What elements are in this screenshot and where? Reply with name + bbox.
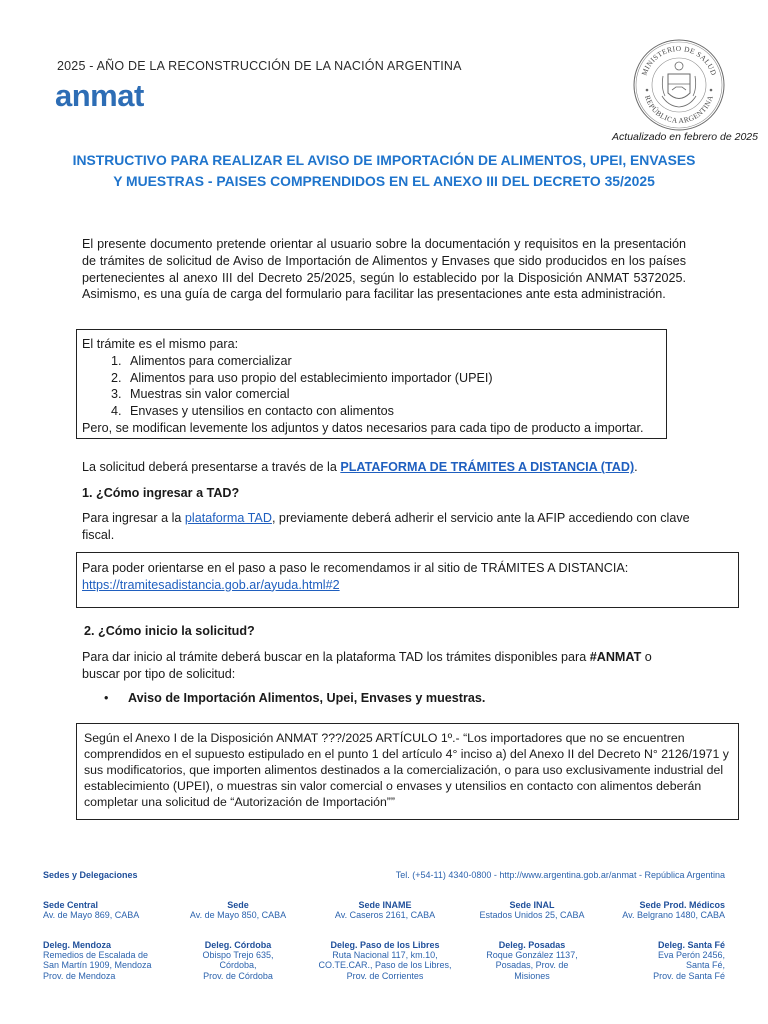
office-name: Sede (227, 900, 249, 910)
office-address: Roque González 1137, (486, 950, 578, 961)
tad-platform-link[interactable]: PLATAFORMA DE TRÁMITES A DISTANCIA (TAD) (340, 460, 635, 474)
box1-closing: Pero, se modifican levemente los adjuntos y datos necesarios para cada tipo de producto a importar. (82, 420, 644, 435)
list-item: 2. Alimentos para uso propio del establecimiento importador (UPEI) (125, 370, 661, 387)
office-address: Prov. de Santa Fé (653, 970, 725, 981)
footer-office (595, 900, 725, 920)
footer-row-1 (0, 900, 768, 940)
section-2-before: Para dar inicio al trámite deberá buscar en la plataforma TAD los trámites disponibles para (82, 650, 590, 664)
list-item: 3. Muestras sin valor comercial (125, 386, 661, 403)
ministry-seal-icon (632, 38, 726, 132)
office-address: Prov. de Corrientes (346, 970, 424, 981)
office-name: Sede Central (43, 900, 99, 910)
document-title: INSTRUCTIVO PARA REALIZAR EL AVISO DE IMPORTACIÓN DE ALIMENTOS, UPEI, ENVASES Y MUESTRAS - PAISES COMPRENDIDOS EN EL ANEXO III DEL DECRETO 35/2025 (72, 152, 696, 189)
office-name: Sede INAL (509, 900, 555, 910)
submit-instruction (82, 459, 638, 476)
footer-office (173, 940, 303, 981)
list-item: 4. Envases y utensilios en contacto con alimentos (125, 403, 661, 420)
box1-lead: El trámite es el mismo para: (82, 337, 239, 351)
footer-office (312, 940, 458, 981)
office-address: Av. de Mayo 850, CABA (189, 910, 287, 921)
tramite-types-box (76, 329, 667, 439)
office-name: Deleg. Paso de los Libres (330, 940, 440, 950)
submit-text-after: . (634, 460, 638, 474)
footer-office (43, 900, 173, 920)
help-box (76, 552, 739, 608)
office-name: Deleg. Mendoza (43, 940, 112, 950)
office-name: Deleg. Santa Fé (657, 940, 725, 950)
footer-office (320, 900, 450, 920)
footer-row-2 (0, 940, 768, 990)
office-address: Eva Perón 2456, (657, 950, 725, 961)
office-name: Sede Prod. Médicos (639, 900, 725, 910)
updated-date: Actualizado en febrero de 2025 (612, 131, 758, 143)
footer-sedes-title: Sedes y Delegaciones (43, 870, 138, 880)
section-1-paragraph (82, 510, 692, 544)
footer-office (467, 940, 597, 981)
office-address: Av. Belgrano 1480, CABA (622, 910, 725, 921)
office-address: CO.TE.CAR., Paso de los Libres, (318, 960, 452, 971)
office-name: Deleg. Córdoba (204, 940, 272, 950)
tramite-types-list (82, 353, 661, 420)
seal-top-text: MINISTERIO DE SALUD (639, 43, 719, 77)
office-address: Misiones (514, 970, 550, 981)
office-address: Estados Unidos 25, CABA (479, 910, 585, 921)
footer-office (173, 900, 303, 920)
article-quote-box (76, 723, 739, 820)
office-address: Santa Fé, (685, 960, 725, 971)
section-2-paragraph (82, 649, 692, 683)
office-address: Posadas, Prov. de (495, 960, 569, 971)
list-item: 1. Alimentos para comercializar (125, 353, 661, 370)
office-address: Av. Caseros 2161, CABA (334, 910, 436, 921)
office-address: Remedios de Escalada de (43, 950, 149, 961)
office-address: Córdoba, (219, 960, 257, 971)
footer-office (43, 940, 173, 981)
section-1-before: Para ingresar a la (82, 511, 185, 525)
footer-contact: Tel. (+54-11) 4340-0800 - http://www.argentina.gob.ar/anmat - República Argentina (395, 870, 725, 880)
section-2-after: o buscar por tipo de solicitud: (82, 650, 652, 681)
intro-paragraph: El presente documento pretende orientar al usuario sobre la documentación y requisitos en la presentación de trámites de solicitud de Aviso de Importación de Alimentos y Envases que sido producidos en los países pertenecientes al anexo III del Decreto 25/2025, según lo establecido por la Disposición ANMAT 5372025. Asimismo, es una guía de carga del formulario para facilitar las presentaciones ante esta administración. (82, 237, 686, 302)
footer-office (467, 900, 597, 920)
anmat-hashtag: #ANMAT (589, 650, 642, 664)
solicitud-type-item: Aviso de Importación Alimentos, Upei, Envases y muestras. (128, 691, 486, 705)
office-address: Prov. de Córdoba (203, 970, 273, 981)
office-name: Sede INAME (358, 900, 412, 910)
office-address: Obispo Trejo 635, (202, 950, 274, 961)
office-address: Av. de Mayo 869, CABA (43, 910, 140, 921)
tad-link[interactable]: plataforma TAD (184, 511, 272, 525)
office-address: Ruta Nacional 117, km.10, (332, 950, 438, 961)
section-1-after: , previamente deberá adherir el servicio ante la AFIP accediendo con clave fiscal. (82, 511, 690, 542)
help-text: Para poder orientarse en el paso a paso le recomendamos ir al sitio de TRÁMITES A DISTANCIA: (82, 561, 629, 575)
office-address: San Martín 1909, Mendoza (43, 960, 152, 971)
submit-text-before: La solicitud deberá presentarse a través de la (82, 460, 341, 474)
help-url-link[interactable]: https://tramitesadistancia.gob.ar/ayuda.html#2 (82, 577, 340, 592)
footer-office (595, 940, 725, 981)
anmat-logo: anmat (55, 78, 144, 113)
year-banner: 2025 - AÑO DE LA RECONSTRUCCIÓN DE LA NACIÓN ARGENTINA (57, 59, 462, 73)
seal-bottom-text: REPÚBLICA ARGENTINA (642, 94, 716, 126)
section-1-heading: 1. ¿Cómo ingresar a TAD? (82, 486, 240, 500)
office-name: Deleg. Posadas (498, 940, 566, 950)
office-address: Prov. de Mendoza (43, 970, 116, 981)
bullet-icon: • (104, 691, 109, 705)
section-2-heading: 2. ¿Cómo inicio la solicitud? (84, 624, 255, 638)
article-quote-text: Según el Anexo I de la Disposición ANMAT ???/2025 ARTÍCULO 1º.- “Los importadores que no se encuentren comprendidos en el supuesto estipulado en el punto 1 del artículo 4° inciso a) del Anexo II del Decreto N° 2126/1971 y sus modificatorios, que importen alimentos destinados a la comercialización, o para uso exclusivamente industrial del establecimiento (UPEI), o muestras sin valor comercial o envases y utensilios en contacto con alimentos deberán completar una solicitud de “Autorización de Importación”” (84, 731, 729, 809)
